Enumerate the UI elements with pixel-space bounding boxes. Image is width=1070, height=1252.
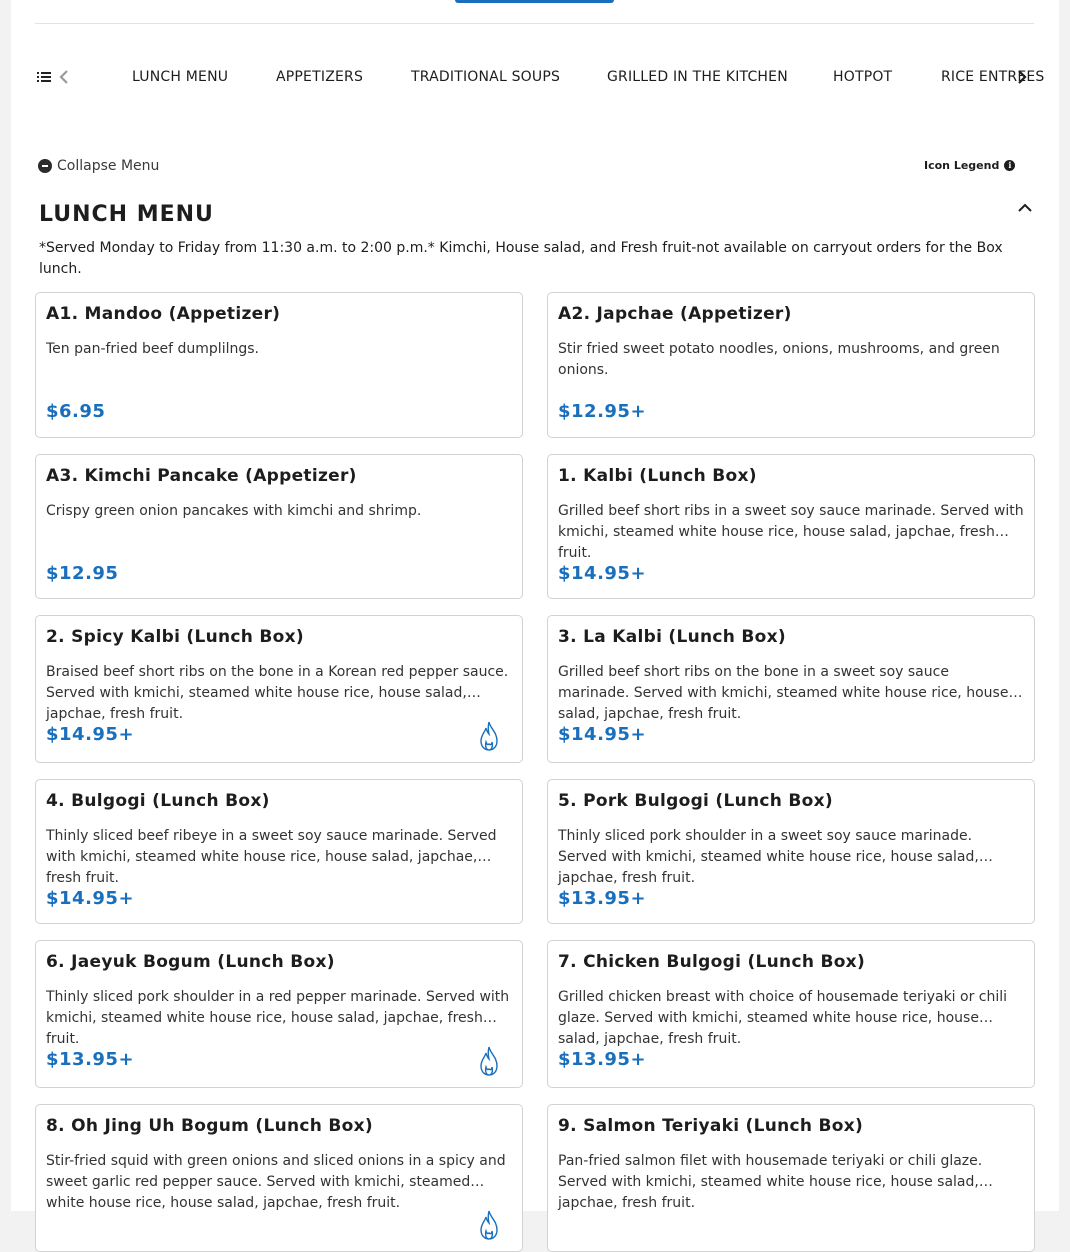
menu-item-price: $12.95: [46, 563, 119, 584]
chevron-up-icon[interactable]: [1017, 202, 1033, 214]
icon-legend-button[interactable]: [924, 157, 1015, 173]
menu-item-description: Braised beef short ribs on the bone in a Korean red pepper sauce. Served with kmichi, steamed white house rice, house salad, japchae, fresh fruit.: [46, 664, 509, 722]
menu-item-price: $14.95+: [46, 724, 135, 745]
menu-item-name: A1. Mandoo (Appetizer): [46, 304, 281, 324]
tab-lunch-menu[interactable]: LUNCH MENU: [132, 69, 229, 85]
menu-item-description: Thinly sliced beef ribeye in a sweet soy sauce marinade. Served with kmichi, steamed white house rice, house salad, japchae, fresh fruit.: [46, 828, 497, 886]
menu-item-description: Stir fried sweet potato noodles, onions, mushrooms, and green onions.: [558, 341, 1000, 378]
menu-item-price: $12.95+: [558, 401, 647, 422]
menu-item-card[interactable]: [547, 292, 1035, 438]
spicy-flame-icon: [476, 720, 502, 752]
chevron-left-icon[interactable]: [58, 69, 70, 85]
tab-rice-entrees[interactable]: RICE ENTREES: [941, 69, 1045, 85]
menu-item-name: 5. Pork Bulgogi (Lunch Box): [558, 791, 833, 811]
menu-item-name: 6. Jaeyuk Bogum (Lunch Box): [46, 952, 335, 972]
category-nav: [35, 62, 1045, 94]
menu-item-card[interactable]: [547, 940, 1035, 1088]
menu-item-name: 2. Spicy Kalbi (Lunch Box): [46, 627, 304, 647]
top-action-button[interactable]: [455, 0, 614, 3]
menu-item-description: Crispy green onion pancakes with kimchi and shrimp.: [46, 503, 422, 519]
tab-grilled-in-the-kitchen[interactable]: GRILLED IN THE KITCHEN: [607, 69, 788, 85]
collapse-menu-button[interactable]: [38, 157, 159, 175]
chevron-right-icon[interactable]: [1016, 69, 1028, 85]
menu-item-name: 9. Salmon Teriyaki (Lunch Box): [558, 1116, 864, 1136]
menu-item-description: Stir-fried squid with green onions and sliced onions in a spicy and sweet garlic red pepper sauce. Served with kmichi, steamed white house rice, house salad, japchae, fresh fruit.: [46, 1153, 506, 1211]
menu-item-price: $6.95: [46, 401, 106, 422]
spicy-flame-icon: [476, 1045, 502, 1077]
menu-item-description: Thinly sliced pork shoulder in a red pepper marinade. Served with kmichi, steamed white house rice, house salad, japchae, fresh fruit.: [46, 989, 510, 1047]
collapse-menu-label: Collapse Menu: [57, 158, 160, 174]
category-tabs: [95, 62, 1045, 94]
menu-item-card[interactable]: [35, 779, 523, 924]
menu-item-card[interactable]: [35, 940, 523, 1088]
tab-traditional-soups[interactable]: TRADITIONAL SOUPS: [411, 69, 561, 85]
menu-item-name: 4. Bulgogi (Lunch Box): [46, 791, 270, 811]
menu-item-card[interactable]: [547, 454, 1035, 599]
menu-item-name: A3. Kimchi Pancake (Appetizer): [46, 466, 357, 486]
menu-item-card[interactable]: [35, 615, 523, 763]
menu-item-description: Grilled beef short ribs in a sweet soy sauce marinade. Served with kmichi, steamed white house rice, house salad, japchae, fresh fruit.: [558, 503, 1024, 561]
menu-item-card[interactable]: [547, 1104, 1035, 1252]
menu-item-price: $13.95+: [558, 888, 647, 909]
menu-item-price: $13.95+: [558, 1049, 647, 1070]
menu-item-price: $13.95+: [46, 1049, 135, 1070]
menu-item-name: A2. Japchae (Appetizer): [558, 304, 792, 324]
menu-item-card[interactable]: [35, 1104, 523, 1252]
menu-page: [11, 0, 1059, 1211]
menu-item-description: Thinly sliced pork shoulder in a sweet soy sauce marinade. Served with kmichi, steamed white house rice, house salad, japchae, fresh fruit.: [558, 828, 979, 886]
menu-item-card[interactable]: [35, 292, 523, 438]
menu-item-description: Grilled beef short ribs on the bone in a sweet soy sauce marinade. Served with kmichi, steamed white house rice, house salad, japchae, fresh fruit.: [558, 664, 1009, 722]
menu-item-description: Ten pan-fried beef dumplilngs.: [46, 341, 259, 357]
menu-item-price: $14.95+: [46, 888, 135, 909]
menu-item-card[interactable]: [547, 615, 1035, 763]
section-description: *Served Monday to Friday from 11:30 a.m. to 2:00 p.m.* Kimchi, House salad, and Fresh fruit-not available on carryout orders for the Box lunch.: [39, 240, 1003, 277]
spicy-flame-icon: [476, 1209, 502, 1241]
menu-item-name: 8. Oh Jing Uh Bogum (Lunch Box): [46, 1116, 373, 1136]
menu-item-price: $14.95+: [558, 563, 647, 584]
menu-item-name: 3. La Kalbi (Lunch Box): [558, 627, 786, 647]
icon-legend-label: Icon Legend: [924, 158, 1000, 172]
tab-hotpot[interactable]: HOTPOT: [833, 69, 893, 85]
tab-appetizers[interactable]: APPETIZERS: [276, 69, 364, 85]
list-icon[interactable]: [37, 71, 51, 83]
menu-item-description: Grilled chicken breast with choice of housemade teriyaki or chili glaze. Served with kmichi, steamed white house rice, house salad, japchae, fresh fruit.: [558, 989, 1008, 1047]
section-title: LUNCH MENU: [39, 202, 214, 227]
menu-item-description: Pan-fried salmon filet with housemade teriyaki or chili glaze. Served with kmichi, steamed white house rice, house salad, japchae, fresh fruit.: [558, 1153, 983, 1211]
minus-circle-icon: [38, 159, 52, 173]
menu-item-card[interactable]: [35, 454, 523, 599]
info-icon: i: [1004, 160, 1015, 171]
menu-item-card[interactable]: [547, 779, 1035, 924]
menu-item-name: 7. Chicken Bulgogi (Lunch Box): [558, 952, 866, 972]
menu-item-price: $14.95+: [558, 724, 647, 745]
divider: [35, 23, 1034, 24]
menu-item-name: 1. Kalbi (Lunch Box): [558, 466, 757, 486]
